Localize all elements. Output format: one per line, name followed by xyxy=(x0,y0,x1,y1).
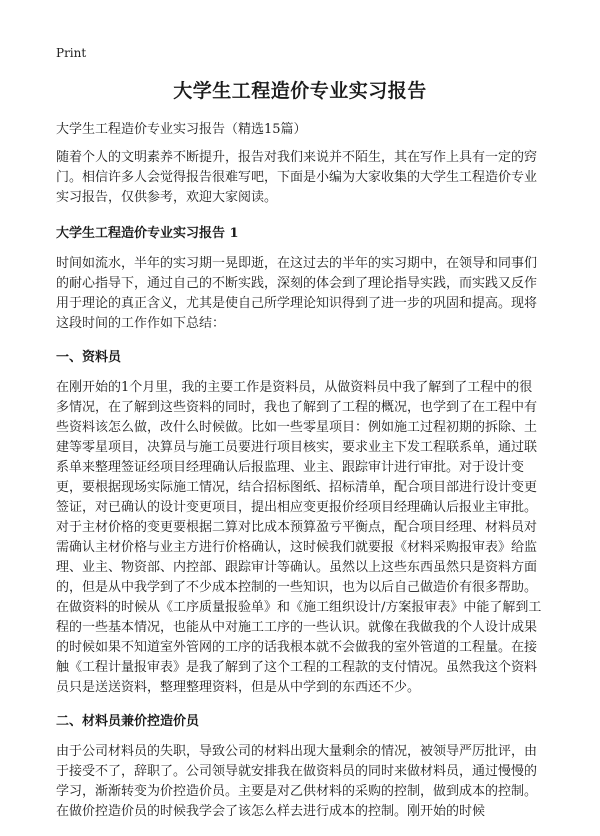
document-title: 大学生工程造价专业实习报告 xyxy=(173,80,427,102)
subsection-heading-1: 一、资料员 xyxy=(56,350,122,365)
document-body xyxy=(56,120,544,836)
intro-paragraph: 随着个人的文明素养不断提升，报告对我们来说并不陌生，其在写作上具有一定的窍门。相信许多人会觉得报告很难写吧，下面是小编为大家收集的大学生工程造价专业实习报告，仅供参考，欢迎大家阅读。 xyxy=(56,150,538,205)
section-paragraph: 时间如流水，半年的实习期一晃即逝，在这过去的半年的实习期中，在领导和同事们的耐心指导下，通过自己的不断实践，深刻的体会到了理论指导实践，而实践又反作用于理论的真正含义，尤其是使自己所学理论知识得到了进一步的巩固和提高。现将这段时间的工作作如下总结： xyxy=(56,256,538,331)
subsection-paragraph-1: 在刚开始的1个月里，我的主要工作是资料员，从做资料员中我了解到了工程中的很多情况，在了解到这些资料的同时，我也了解到了工程的概况，也学到了在工程中有些资料该怎么做，改什么时候做。比如一些零星项目：例如施工过程初期的拆除、土建等零星项目，决算员与施工员要进行项目核实，要求业主下发工程联系单，通过联系单来整理签证经项目经理确认后报监理、业主、跟踪审计进行审批。对于设计变更，要根据现场实际施工情况，结合招标图纸、招标清单，配合项目部进行设计变更签证，对已确认的设计变更项目，提出相应变更报价经项目经理确认后报业主审批。对于主材价格的变更要根据二算对比成本预算盈亏平衡点，配合项目经理、材料员对需确认主材价格与业主方进行价格确认，这时候我们就要报《材料采购报审表》给监理、业主、物资部、内控部、跟踪审计等确认。虽然以上这些东西虽然只是资料方面的，但是从中我学到了不少成本控制的一些知识，也为以后自己做造价有很多帮助。在做资料的时候从《工序质量报验单》和《施工组织设计/方案报审表》中能了解到工程的一些基本情况，也能从中对施工工序的一些认识。就像在我做我的个人设计成果的时候如果不知道室外管网的工序的话我根本就不会做我的室外管道的工程量。在接触《工程计量报审表》是我了解到了这个工程的工程款的支付情况。虽然我这个资料员只是送送资料，整理整理资料，但是从中学到的东西还不少。 xyxy=(56,380,542,695)
subsection-heading-2: 二、材料员兼价控造价员 xyxy=(56,714,200,729)
document-subtitle: 大学生工程造价专业实习报告（精选15篇） xyxy=(56,122,307,137)
subsection-paragraph-2: 由于公司材料员的失职，导致公司的材料出现大量剩余的情况，被领导严厉批评，由于接受不了，辞职了。公司领导就安排我在做资料员的同时来做材料员，通过慢慢的学习，渐渐转变为价控造价员。主要是对乙供材料的采购的控制，做到成本的控制。在做价控造价员的时候我学会了该怎么样去进行成本的控制。刚开始的时候 xyxy=(56,744,538,819)
print-label[interactable]: Print xyxy=(56,46,87,60)
section-heading: 大学生工程造价专业实习报告 1 xyxy=(56,226,239,241)
